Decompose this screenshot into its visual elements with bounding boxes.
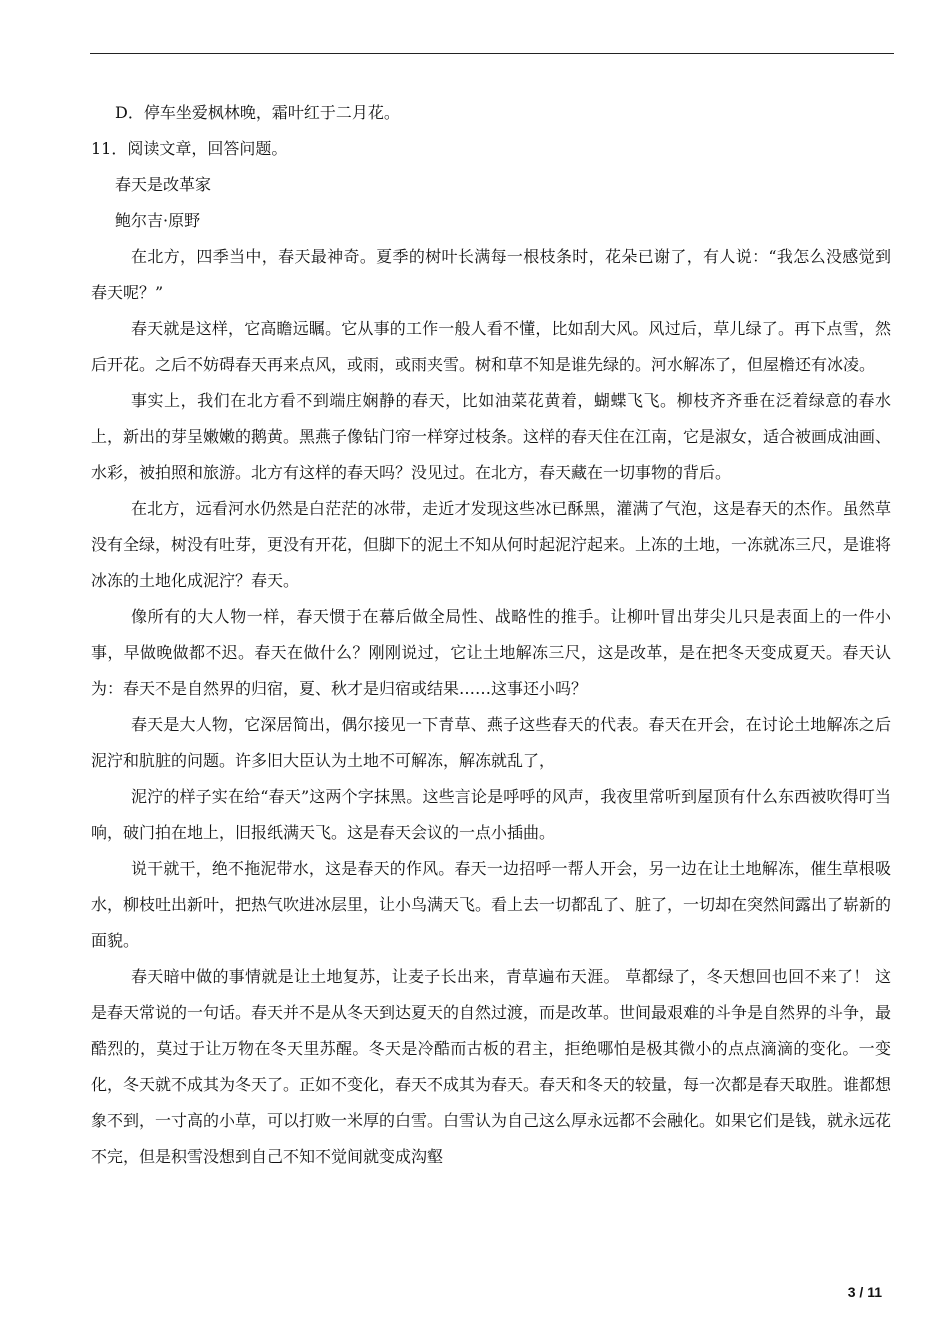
article-title: 春天是改革家 xyxy=(115,175,212,194)
header-rule xyxy=(90,53,894,54)
article-paragraph: 泥泞的样子实在给“春天”这两个字抹黑。这些言论是呼呼的风声，我夜里常听到屋顶有什么东西被吹得叮当响，破门拍在地上，旧报纸满天飞。这是春天会议的一点小插曲。 xyxy=(91,787,891,842)
page-number: 3 / 11 xyxy=(847,1284,882,1300)
article-paragraph: 春天就是这样，它高瞻远瞩。它从事的工作一般人看不懂，比如刮大风。风过后，草儿绿了。再下点雪，然后开花。之后不妨碍春天再来点风，或雨，或雨夹雪。树和草不知是谁先绿的。河水解冻了，但屋檐还有冰凌。 xyxy=(91,319,891,374)
article-paragraph: 春天是大人物，它深居简出，偶尔接见一下青草、燕子这些春天的代表。春天在开会，在讨论土地解冻之后泥泞和肮脏的问题。许多旧大臣认为土地不可解冻，解冻就乱了， xyxy=(91,715,891,770)
document-body xyxy=(91,95,891,1175)
article-paragraph: 说干就干，绝不拖泥带水，这是春天的作风。春天一边招呼一帮人开会，另一边在让土地解冻，催生草根吸水，柳枝吐出新叶，把热气吹进冰层里，让小鸟满天飞。看上去一切都乱了、脏了，一切却在突然间露出了崭新的面貌。 xyxy=(91,859,892,950)
question-prompt: 11．阅读文章，回答问题。 xyxy=(91,139,288,158)
article-paragraph: 春天暗中做的事情就是让土地复苏，让麦子长出来，青草遍布天涯。 草都绿了，冬天想回也回不来了！ 这是春天常说的一句话。春天并不是从冬天到达夏天的自然过渡，而是改革。世间最艰难的斗争是自然界的斗争，最酷烈的，莫过于让万物在冬天里苏醒。冬天是冷酷而古板的君主，拒绝哪怕是极其微小的点点滴滴的变化。一变化，冬天就不成其为冬天了。正如不变化，春天不成其为春天。春天和冬天的较量，每一次都是春天取胜。谁都想象不到，一寸高的小草，可以打败一米厚的白雪。白雪认为自己这么厚永远都不会融化。如果它们是钱，就永远花不完，但是积雪没想到自己不知不觉间就变成沟壑 xyxy=(91,967,892,1166)
article-paragraph: 事实上，我们在北方看不到端庄娴静的春天，比如油菜花黄着，蝴蝶飞飞。柳枝齐齐垂在泛着绿意的春水上，新出的芽呈嫩嫩的鹅黄。黑燕子像钻门帘一样穿过枝条。这样的春天住在江南，它是淑女，适合被画成油画、水彩，被拍照和旅游。北方有这样的春天吗？没见过。在北方，春天藏在一切事物的背后。 xyxy=(91,391,892,482)
option-d: D．停车坐爱枫林晚，霜叶红于二月花。 xyxy=(115,103,400,122)
article-author: 鲍尔吉·原野 xyxy=(115,211,201,230)
article-paragraph: 像所有的大人物一样，春天惯于在幕后做全局性、战略性的推手。让柳叶冒出芽尖儿只是表面上的一件小事，早做晚做都不迟。春天在做什么？刚刚说过，它让土地解冻三尺，这是改革，是在把冬天变成夏天。春天认为：春天不是自然界的归宿，夏、秋才是归宿或结果……这事还小吗？ xyxy=(91,607,891,698)
article-paragraph: 在北方，四季当中，春天最神奇。夏季的树叶长满每一根枝条时，花朵已谢了，有人说：“我怎么没感觉到春天呢？” xyxy=(91,247,891,302)
article-paragraph: 在北方，远看河水仍然是白茫茫的冰带，走近才发现这些冰已酥黑，灌满了气泡，这是春天的杰作。虽然草没有全绿，树没有吐芽，更没有开花，但脚下的泥土不知从何时起泥泞起来。上冻的土地，一冻就冻三尺，是谁将冰冻的土地化成泥泞？春天。 xyxy=(91,499,892,590)
